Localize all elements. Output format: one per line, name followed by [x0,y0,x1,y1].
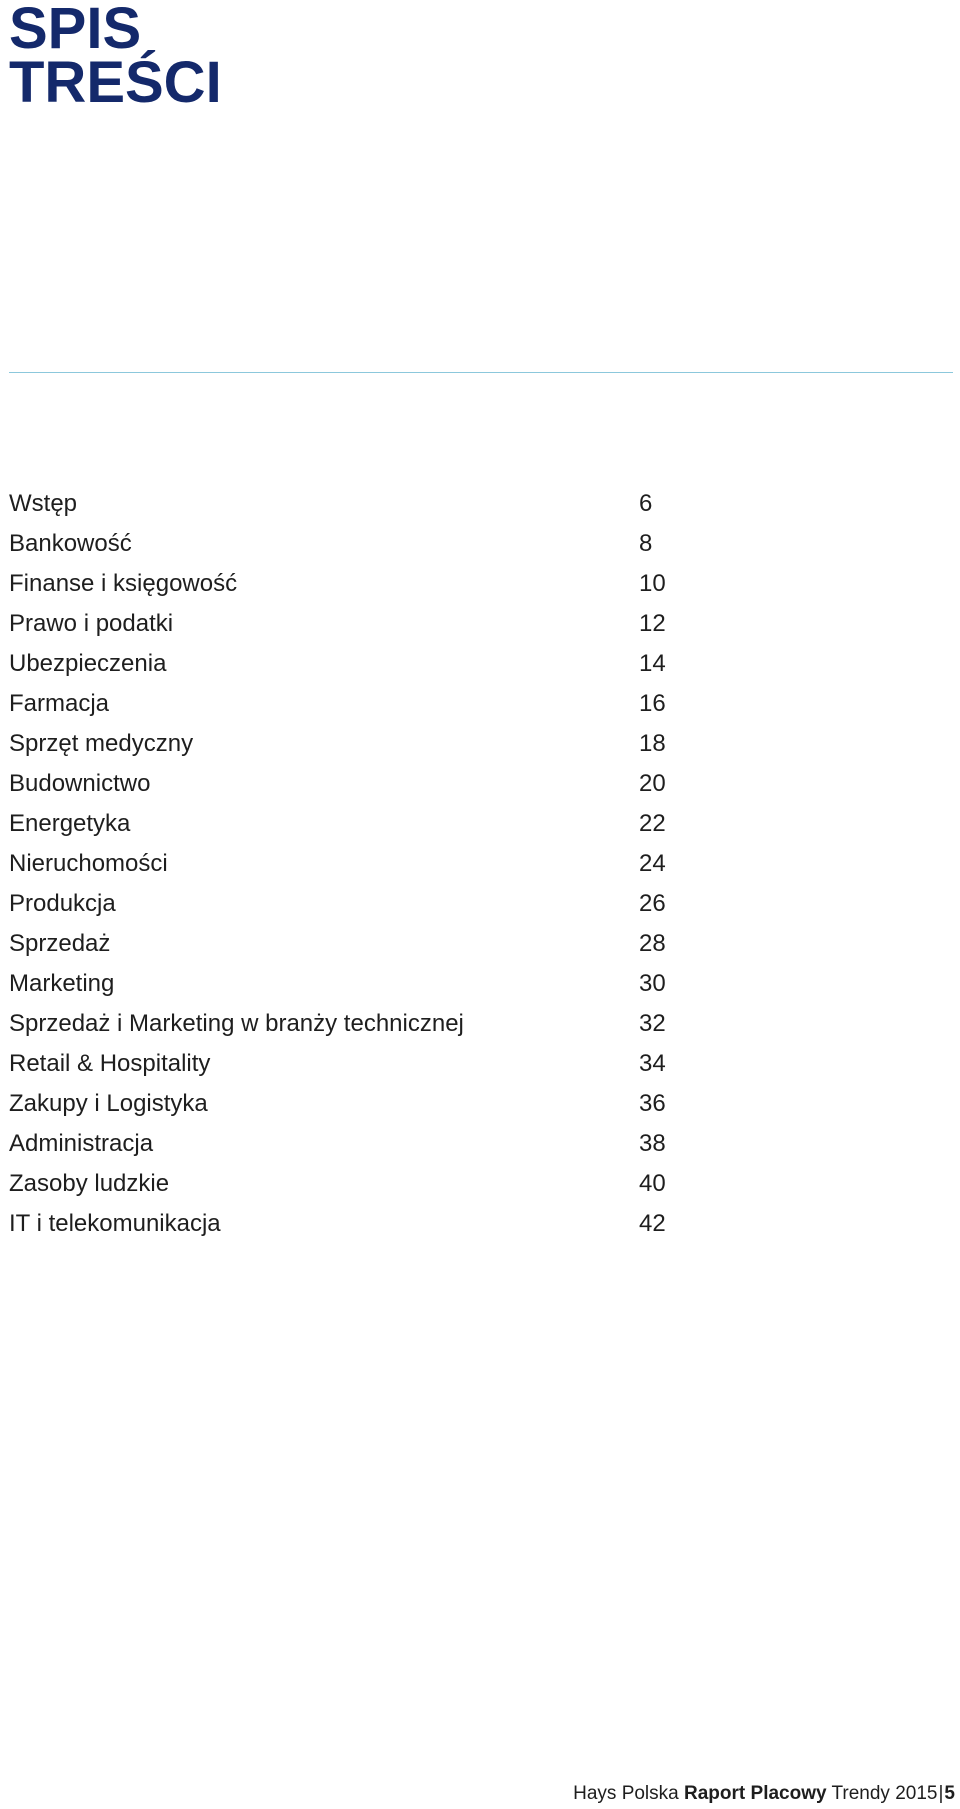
toc-entry-page: 30 [639,970,666,997]
footer-subtitle: Trendy 2015 [831,1783,938,1804]
toc-entry-page: 24 [639,850,666,877]
toc-entry-page: 32 [639,1010,666,1037]
footer-separator: | [938,1783,944,1804]
page-footer [573,1782,955,1806]
toc-entry-page: 26 [639,890,666,917]
toc-entry[interactable] [9,1084,709,1124]
toc-entry-label: Marketing [9,970,115,997]
toc-entry-label: Zasoby ludzkie [9,1170,170,1197]
toc-entry-page: 8 [639,530,653,557]
toc-entry-page: 34 [639,1050,666,1077]
page-title-line-1: SPIS [9,0,142,61]
toc-entry[interactable] [9,1044,709,1084]
toc-entry[interactable] [9,1124,709,1164]
toc-entry-page: 36 [639,1090,666,1117]
toc-entry-label: Sprzęt medyczny [9,730,194,757]
toc-entry[interactable] [9,844,709,884]
toc-entry-page: 12 [639,610,666,637]
toc-entry-label: Sprzedaż i Marketing w branży technicznej [9,1010,464,1037]
toc-entry[interactable] [9,604,709,644]
toc-entry[interactable] [9,1204,709,1244]
toc-entry-page: 28 [639,930,666,957]
page-title [9,0,222,115]
page-title-line-2: TREŚCI [9,50,222,115]
toc-entry[interactable] [9,964,709,1004]
toc-entry[interactable] [9,484,709,524]
toc-entry[interactable] [9,644,709,684]
toc-entry-page: 16 [639,690,666,717]
toc-entry-label: Wstęp [9,490,78,517]
page-number: 5 [944,1783,955,1804]
toc-entry-label: Farmacja [9,690,110,717]
toc-entry[interactable] [9,1004,709,1044]
toc-entry-page: 6 [639,490,653,517]
toc-entry[interactable] [9,684,709,724]
toc-entry[interactable] [9,804,709,844]
toc-entry-label: Energetyka [9,810,131,837]
toc-entry-label: IT i telekomunikacja [9,1210,221,1237]
toc-entry-page: 10 [639,570,666,597]
toc-entry-label: Finanse i księgowość [9,570,238,597]
footer-report-title: Raport Placowy [684,1783,827,1804]
toc-entry[interactable] [9,564,709,604]
toc-entry-label: Produkcja [9,890,116,917]
toc-entry[interactable] [9,724,709,764]
toc-entry-page: 42 [639,1210,666,1237]
toc-entry-label: Prawo i podatki [9,610,174,637]
divider [9,372,953,373]
toc-entry-page: 40 [639,1170,666,1197]
toc-entry[interactable] [9,524,709,564]
toc-entry-label: Bankowość [9,530,132,557]
toc-entry[interactable] [9,1164,709,1204]
footer-publisher: Hays Polska [573,1783,679,1804]
toc-entry-label: Administracja [9,1130,154,1157]
toc-entry-label: Zakupy i Logistyka [9,1090,208,1117]
toc-entry-label: Budownictwo [9,770,151,797]
toc-entry-label: Ubezpieczenia [9,650,167,677]
table-of-contents [9,484,709,1244]
toc-entry-page: 38 [639,1130,666,1157]
toc-entry-page: 22 [639,810,666,837]
toc-entry-page: 20 [639,770,666,797]
toc-entry-label: Sprzedaż [9,930,111,957]
toc-entry[interactable] [9,764,709,804]
toc-entry-label: Nieruchomości [9,850,168,877]
toc-entry[interactable] [9,884,709,924]
toc-entry[interactable] [9,924,709,964]
toc-entry-page: 14 [639,650,666,677]
toc-entry-page: 18 [639,730,666,757]
toc-entry-label: Retail & Hospitality [9,1050,211,1077]
